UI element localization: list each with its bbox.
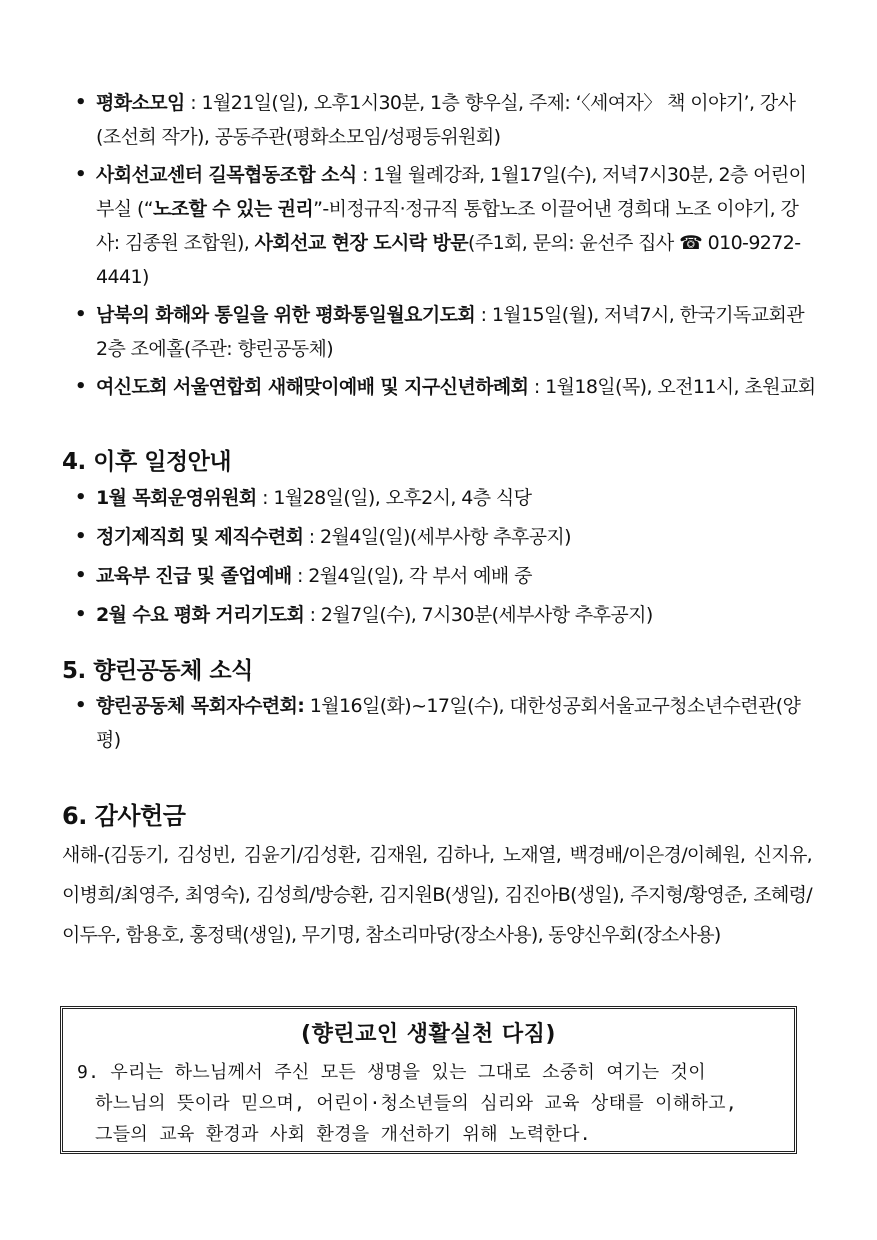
schedule-title: 정기제직회 및 제직수련회 <box>96 526 304 548</box>
event-title: 사회선교센터 길목협동조합 소식 <box>96 164 357 186</box>
bullet-icon: • <box>75 164 86 185</box>
event-detail: ”-비정규직·정규직 통합노조 이끌어낸 경희대 노조 이야기, 강사: 김종원 조합원), <box>96 198 799 254</box>
bullet-icon: • <box>75 304 86 325</box>
community-detail: 1월16일(화)~17일(수), 대한성공회서울교구청소년수련관(양평) <box>96 695 801 751</box>
schedule-detail: : 1월28일(일), 오후2시, 4층 식당 <box>256 487 532 509</box>
pledge-title: (향린교인 생활실천 다짐) <box>301 1022 556 1047</box>
event-detail: : 1월15일(월), 저녁7시, 한국기독교회관 2층 조에홀(주관: 향린공동체) <box>96 304 804 360</box>
section-heading-offering: 6. 감사헌금 <box>62 802 186 830</box>
pledge-box <box>60 1006 797 1154</box>
pledge-line: 하느님의 뜻이라 믿으며, 어린이·청소년들의 심리와 교육 상태를 이해하고, <box>95 1093 738 1114</box>
pledge-line: 9. 우리는 하느님께서 주신 모든 생명을 있는 그대로 소중히 여기는 것이 <box>77 1062 706 1083</box>
event-list <box>66 86 816 408</box>
list-item <box>66 598 816 632</box>
event-title: 평화소모임 <box>96 92 185 114</box>
offering-list: 새해-(김동기, 김성빈, 김윤기/김성환, 김재원, 김하나, 노재열, 백경배/이은경/이혜원, 신지유, 이병희/최영주, 최영숙), 김성희/방승환, 김지원B(생일), 김진아B(생일), 주지형/황영준, 조혜령/이두우, 함용호, 홍정택(생일), 무기명, 참소리마당(장소사용), 동양신우회(장소사용) <box>62 844 812 946</box>
list-item <box>66 158 816 294</box>
bullet-icon: • <box>75 526 86 547</box>
schedule-title: 1월 목회운영위원회 <box>96 487 257 509</box>
event-title: 여신도회 서울연합회 새해맞이예배 및 지구신년하례회 <box>96 376 529 398</box>
pledge-text <box>77 1057 780 1150</box>
schedule-title: 2월 수요 평화 거리기도회 <box>96 604 305 626</box>
list-item <box>66 520 816 554</box>
bullet-icon: • <box>75 604 86 625</box>
community-title: 향린공동체 목회자수련회: <box>96 695 305 717</box>
event-subtitle: 노조할 수 있는 권리 <box>153 198 314 220</box>
schedule-detail: : 2월4일(일)(세부사항 추후공지) <box>303 526 571 548</box>
list-item <box>66 689 816 757</box>
schedule-detail: : 2월4일(일), 각 부서 예배 중 <box>291 565 532 587</box>
pledge-line: 그들의 교육 환경과 사회 환경을 개선하기 위해 노력한다. <box>95 1124 591 1145</box>
bullet-icon: • <box>75 487 86 508</box>
bullet-icon: • <box>75 376 86 397</box>
event-detail: : 1월21일(일), 오후1시30분, 1층 향우실, 주제: ‘〈세여자〉 책 이야기’, 강사(조선희 작가), 공동주관(평화소모임/성평등위원회) <box>96 92 796 148</box>
list-item <box>66 481 816 515</box>
event-detail: : 1월18일(목), 오전11시, 초원교회 <box>528 376 816 398</box>
schedule-list <box>66 481 816 637</box>
section-heading-community: 5. 향린공동체 소식 <box>62 658 253 684</box>
section-heading-schedule: 4. 이후 일정안내 <box>62 449 232 475</box>
list-item <box>66 298 816 366</box>
list-item <box>66 86 816 154</box>
schedule-detail: : 2월7일(수), 7시30분(세부사항 추후공지) <box>304 604 653 626</box>
community-list <box>66 689 816 757</box>
event-subtitle: 사회선교 현장 도시락 방문 <box>254 232 468 254</box>
list-item <box>66 370 816 404</box>
event-title: 남북의 화해와 통일을 위한 평화통일월요기도회 <box>96 304 476 326</box>
bullet-icon: • <box>75 695 86 716</box>
bullet-icon: • <box>75 565 86 586</box>
bullet-icon: • <box>75 92 86 113</box>
schedule-title: 교육부 진급 및 졸업예배 <box>96 565 292 587</box>
event-detail: (주1회, 문의: 윤선주 집사 ☎ 010-9272-4441) <box>96 232 801 288</box>
event-detail: : 1월 월례강좌, 1월17일(수), 저녁7시30분, 2층 어린이부실 (“ <box>96 164 807 220</box>
list-item <box>66 559 816 593</box>
